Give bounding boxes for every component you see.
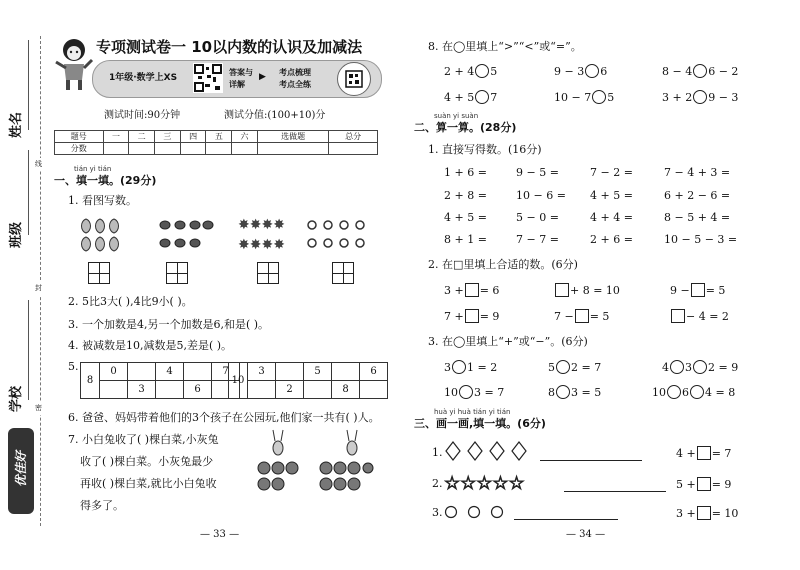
c2-r2-a: 7 + = 9	[444, 310, 500, 323]
calc-r2-1: 2 + 8 =	[444, 189, 487, 202]
c3-r2-c: 10 6 4 = 8	[652, 386, 736, 399]
answer-grid-3[interactable]	[257, 262, 279, 284]
arrow-icon: ▶	[259, 72, 266, 82]
eq1: 4 + = 7	[676, 447, 732, 460]
c2-r2-c: − 4 = 2	[670, 309, 729, 324]
c3-r2-b: 8 3 = 5	[548, 386, 602, 399]
c2-r1-a: 3 + = 6	[444, 284, 500, 297]
draw-line-3[interactable]	[514, 519, 618, 520]
section3-pinyin: huà yi huà tián yi tián	[434, 408, 511, 416]
calc-r3-1: 4 + 5 =	[444, 211, 487, 224]
eq3: 3 + = 10	[676, 507, 739, 520]
svg-text:✸✸✸✸: ✸✸✸✸	[238, 237, 285, 253]
seal-dash-line	[40, 36, 41, 526]
grade-label: 1年级·数学上XS	[109, 73, 178, 83]
q8-row2-a: 4 + 5 7	[444, 91, 498, 104]
c3-r1-a: 3 1 = 2	[444, 361, 498, 374]
d3-label: 3.	[432, 506, 443, 519]
q8-row1-a: 2 + 4 5	[444, 65, 498, 78]
section2-title: 二、算一算。(28分)	[414, 121, 517, 134]
name-line	[28, 40, 29, 130]
draw-line-2[interactable]	[564, 491, 666, 492]
d1-label: 1.	[432, 446, 443, 459]
svg-text:✸✸✸✸: ✸✸✸✸	[238, 217, 285, 233]
seal-label: 封	[35, 282, 42, 295]
score-table-header: 题号 一 二 三 四 五 六 选做题 总分	[55, 131, 378, 143]
answer-grid-4[interactable]	[332, 262, 354, 284]
q8-row1-c: 8 − 4 6 − 2	[662, 65, 739, 78]
c2-text: 2. 在□里填上合适的数。(6分)	[428, 258, 578, 271]
test-score: 测试分值:(100+10)分	[224, 110, 326, 121]
calc-r4-2: 7 − 7 =	[516, 233, 559, 246]
class-line	[28, 150, 29, 235]
c3-r2-a: 10 3 = 7	[444, 386, 505, 399]
stars-outline-icon	[444, 472, 556, 492]
page-number-left: — 33 —	[200, 529, 240, 540]
number-grid-1: 8 0 4 7 3 6	[80, 362, 240, 399]
c2-r2-b: 7 − = 5	[554, 310, 610, 323]
test-time: 测试时间:90分钟	[104, 110, 181, 121]
q1-text: 1. 看图写数。	[68, 194, 137, 207]
answer-grid-2[interactable]	[166, 262, 188, 284]
calc-r2-2: 10 − 6 =	[516, 189, 566, 202]
answers-label-2: 详解	[229, 80, 245, 89]
calc-r1-4: 7 − 4 + 3 =	[664, 166, 731, 179]
number-grid-2: 10 3 5 6 2 8	[228, 362, 388, 399]
calc-r3-3: 4 + 4 =	[590, 211, 633, 224]
score-table-row: 分数	[55, 143, 378, 155]
calc-r1-3: 7 − 2 =	[590, 166, 633, 179]
q7-line2: 收了( )棵白菜。小灰兔最少	[80, 455, 214, 468]
draw-line-1[interactable]	[540, 460, 642, 461]
svg-text:☆☆☆☆☆: ☆☆☆☆☆	[444, 473, 525, 492]
qr-code-answers[interactable]	[193, 63, 223, 93]
review-label-2: 考点全练	[279, 80, 311, 89]
c2-r1-b: + 8 = 10	[554, 283, 620, 298]
diamonds-icon	[444, 440, 530, 462]
calc-r4-4: 10 − 5 − 3 =	[664, 233, 738, 246]
c3-text: 3. 在◯里填上“+”或“−”。(6分)	[428, 335, 588, 348]
name-label: 姓名	[9, 112, 24, 139]
brand-logo: 优佳好	[8, 428, 34, 514]
header-banner	[92, 60, 382, 98]
seal-line-label: 线	[35, 158, 42, 171]
calc-r1-1: 1 + 6 =	[444, 166, 487, 179]
calc-r3-4: 8 − 5 + 4 =	[664, 211, 731, 224]
section3-title: 三、画一画,填一填。(6分)	[414, 417, 546, 430]
q8-row2-c: 3 + 2 9 − 3	[662, 91, 739, 104]
answers-label: 答案与	[229, 68, 253, 77]
q7-line3: 再收( )棵白菜,就比小白兔收	[80, 477, 217, 490]
calc-r4-1: 8 + 1 =	[444, 233, 487, 246]
section2-pinyin: suàn yi suàn	[434, 112, 479, 120]
calc-r1-2: 9 − 5 =	[516, 166, 559, 179]
peaches-image	[78, 215, 126, 255]
page-number-right: — 34 —	[566, 529, 606, 540]
q4-text: 4. 被减数是10,减数是5,差是( )。	[68, 339, 233, 352]
class-label: 班级	[9, 222, 24, 249]
eq2: 5 + = 9	[676, 478, 732, 491]
calc-r2-4: 6 + 2 − 6 =	[664, 189, 731, 202]
score-table	[54, 130, 378, 155]
school-label: 学校	[9, 386, 24, 413]
calc-r3-2: 5 − 0 =	[516, 211, 559, 224]
calc-r2-3: 4 + 5 =	[590, 189, 633, 202]
rattles-image	[304, 215, 374, 255]
rabbits-cabbages-image	[256, 428, 374, 498]
school-line	[28, 300, 29, 400]
q8-row2-b: 10 − 7 5	[554, 91, 615, 104]
c3-r1-b: 5 2 = 7	[548, 361, 602, 374]
q6-text: 6. 爸爸、妈妈带着他们的3个孩子在公园玩,他们家一共有( )人。	[68, 411, 380, 424]
review-label: 考点梳理	[279, 68, 311, 77]
calc-r4-3: 2 + 6 =	[590, 233, 633, 246]
seal-label-2: 密	[35, 402, 42, 415]
section1-pinyin: tián yi tián	[74, 165, 112, 173]
q3-text: 3. 一个加数是4,另一个加数是6,和是( )。	[68, 318, 270, 331]
q5-label: 5.	[68, 360, 79, 373]
section1-title: 一、填一填。(29分)	[54, 174, 157, 187]
c2-r1-c: 9 − = 5	[670, 284, 726, 297]
q8-row1-b: 9 − 3 6	[554, 65, 608, 78]
d2-label: 2.	[432, 477, 443, 490]
circles-icon	[444, 504, 514, 520]
q2-text: 2. 5比3大( ),4比9小( )。	[68, 295, 193, 308]
q7-line1: 7. 小白兔收了( )棵白菜,小灰兔	[68, 433, 219, 446]
qr-code-review[interactable]	[337, 62, 371, 96]
answer-grid-1[interactable]	[88, 262, 110, 284]
c1-text: 1. 直接写得数。(16分)	[428, 143, 542, 156]
binding-strip	[0, 0, 48, 570]
candies-image	[155, 215, 215, 255]
page-title: 专项测试卷一 10以内数的认识及加减法	[96, 38, 363, 56]
q7-line4: 得多了。	[80, 499, 124, 512]
mascot-icon	[54, 34, 94, 94]
stars-image	[238, 215, 300, 255]
c3-r1-c: 4 3 2 = 9	[662, 361, 739, 374]
q8-text: 8. 在◯里填上“>”“<”或“=”。	[428, 40, 582, 53]
